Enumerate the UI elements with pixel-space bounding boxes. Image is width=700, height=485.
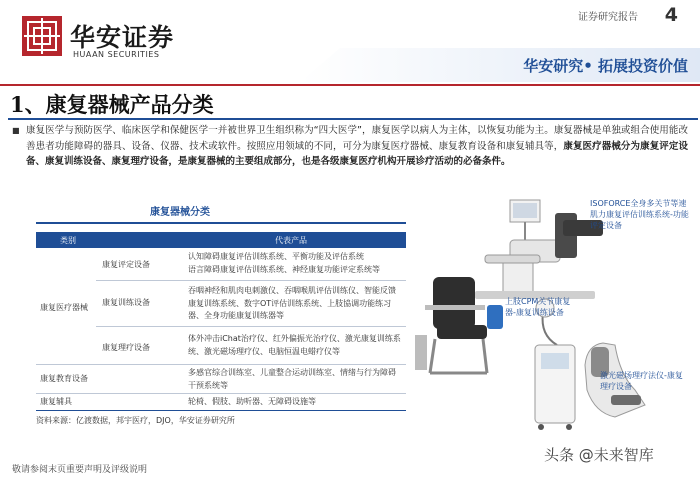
brand-name-cn: 华安证券 — [70, 23, 175, 52]
table-bottom-rule — [36, 410, 406, 411]
intro-paragraph — [26, 123, 688, 170]
header-divider — [0, 84, 700, 86]
page-number: 4 — [664, 4, 678, 26]
table-header-products: 代表产品 — [275, 236, 307, 245]
watermark: 头条 @未来智库 — [544, 446, 654, 464]
table-header-category: 类别 — [60, 236, 76, 245]
title-underline — [8, 118, 698, 120]
brand-name-en: HUAAN SECURITIES — [73, 50, 160, 59]
sub-label-training: 康复训练设备 — [102, 298, 150, 307]
row-divider — [96, 326, 406, 327]
table-top-rule — [36, 222, 406, 224]
caption-laser: 激光磁场理疗法仪-康复理疗设备 — [600, 371, 683, 391]
category-products-education: 多感官综合训练室、儿童整合运动训练室、情绪与行为障碍干预系统等 — [188, 368, 396, 390]
sub-label-therapy: 康复理疗设备 — [102, 343, 150, 352]
row-divider — [36, 364, 406, 365]
slogan: 华安研究• 拓展投资价值 — [523, 57, 688, 75]
isoforce-device-image — [475, 200, 603, 299]
footer-disclaimer: 敬请参阅末页重要声明及评级说明 — [12, 465, 148, 475]
category-label-education: 康复教育设备 — [40, 374, 88, 383]
paragraph-bold-text: 康复医疗器械分为康复评定设备、康复训练设备、康复理疗设备，是康复器械的主要组成部分，也是各级康复医疗机构开展诊疗活动的必备条件。 — [26, 140, 688, 167]
sub-products-therapy: 体外冲击iChat治疗仪、红外偏振光治疗仪、激光康复训练系统、激光磁场理疗仪、电脑恒温电蜡疗仪等 — [188, 334, 401, 356]
sub-products-training: 吞咽神经和肌肉电刺激仪、吞咽喉肌评估训练仪、智能反馈康复训练系统、数字OT评估训练系统、上肢協调功能练习器、全身功能康复训练器等 — [188, 286, 396, 320]
report-type: 证券研究报告 — [578, 12, 638, 23]
company-logo — [22, 16, 62, 56]
group-label-medical: 康复医疗器械 — [40, 303, 88, 312]
row-divider — [96, 280, 406, 281]
table-title: 康复器械分类 — [150, 207, 210, 218]
bullet-icon: ■ — [12, 126, 20, 135]
laser-therapy-device-image — [535, 299, 575, 430]
sub-label-assess: 康复评定设备 — [102, 260, 150, 269]
sub-products-assess: 认知障碍康复评估训练系统、平衡功能及评估系统 语言障碍康复评估训练系统、神经康复功能评定系统等 — [188, 252, 380, 274]
paragraph-normal-text: 康复医学与预防医学、临床医学和保健医学一并被世界卫生组织称为“四大医学”，康复医学以病人为主体，以恢复功能为主。康复器械是单独或组合使用能改善患者功能障碍的器具、设备、仪器、技术或软件。按照应用领域的不同，可分为康复医疗器械、康复教育设备和康复辅具等， — [26, 125, 688, 152]
category-products-aids: 轮椅、假肢、助听器、无障碍设施等 — [188, 397, 316, 406]
row-divider — [36, 393, 406, 394]
table-header-row — [36, 232, 406, 248]
section-title: 1、康复器械产品分类 — [10, 92, 214, 117]
category-label-aids: 康复辅具 — [40, 397, 72, 406]
caption-cpm: 上肢CPM关节康复器-康复训练设备 — [505, 297, 571, 317]
source-note: 资料来源：亿渡数据，邦宇医疗，DJO，华安证券研究所 — [36, 416, 235, 425]
caption-isoforce: ISOFORCE全身多关节等速肌力康复评估训练系统-功能评定设备 — [590, 199, 689, 230]
